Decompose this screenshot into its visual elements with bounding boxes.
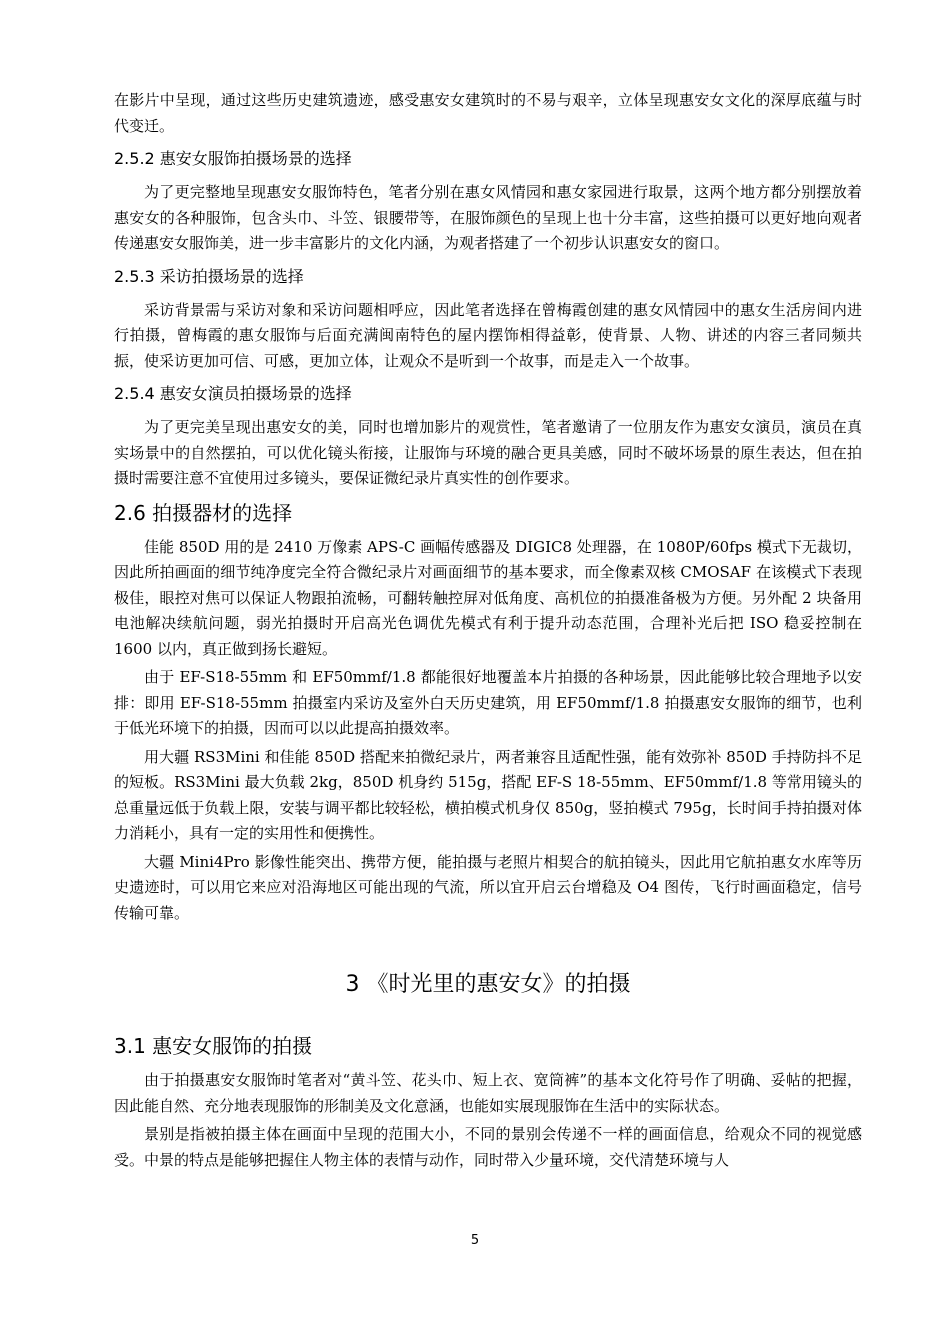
paragraph: 在影片中呈现，通过这些历史建筑遗迹，感受惠安女建筑时的不易与艰辛，立体呈现惠安女文化的深厚底蕴与时代变迁。	[114, 91, 862, 135]
paragraph: 景别是指被拍摄主体在画面中呈现的范围大小，不同的景别会传递不一样的画面信息，给观众不同的视觉感受。中景的特点是能够把握住人物主体的表情与动作，同时带入少量环境，交代清楚环境与人	[114, 1125, 862, 1169]
section-heading-2-5-3: 2.5.3 采访拍摄场景的选择	[114, 266, 304, 286]
section-heading-2-5-4: 2.5.4 惠安女演员拍摄场景的选择	[114, 384, 352, 403]
paragraph: 采访背景需与采访对象和采访问题相呼应，因此笔者选择在曾梅霞创建的惠女风情园中的惠女生活房间内进行拍摄，曾梅霞的惠女服饰与后面充满闽南特色的屋内摆饰相得益彰，使背景、人物、讲述的内容三者同频共振，使采访更加可信、可感，更加立体，让观众不是听到一个故事，而是走入一个故事。	[114, 300, 862, 370]
page-number: 5	[470, 1233, 480, 1248]
section-heading-2-6: 2.6 拍摄器材的选择	[114, 500, 293, 525]
section-heading-2-5-2: 2.5.2 惠安女服饰拍摄场景的选择	[114, 149, 352, 168]
paragraph: 为了更完美呈现出惠安女的美，同时也增加影片的观赏性，笔者邀请了一位朋友作为惠安女演员，演员在真实场景中的自然摆拍，可以优化镜头衔接，让服饰与环境的融合更具美感，同时不破坏场景的原生表达，但在拍摄时需要注意不宜使用过多镜头，要保证微纪录片真实性的创作要求。	[114, 418, 862, 487]
page-content	[114, 88, 862, 1176]
paragraph: 佳能 850D 用的是 2410 万像素 APS-C 画幅传感器及 DIGIC8 处理器，在 1080P/60fps 模式下无裁切，因此所拍画面的细节纯净度完全符合微纪录片对画面细节的基本要求，而全像素双核 CMOSAF 在该模式下表现极佳，眼控对焦可以保证人物跟拍流畅，可翻转触控屏对低角度、高机位的拍摄准备极为方便。另外配 2 块备用电池解决续航问题，弱光拍摄时开启高光色调优先模式有利于提升动态范围，合理补光后把 ISO 稳妥控制在 1600 以内，真正做到扬长避短。	[114, 537, 862, 658]
paragraph: 用大疆 RS3Mini 和佳能 850D 搭配来拍微纪录片，两者兼容且适配性强，能有效弥补 850D 手持防抖不足的短板。RS3Mini 最大负载 2kg，850D 机身约 515g，搭配 EF-S 18-55mm、EF50mmf/1.8 等常用镜头的总重量远低于负载上限，安装与调平都比较轻松，横拍模式机身仅 850g，竖拍模式 795g，长时间手持拍摄对体力消耗小，具有一定的实用性和便携性。	[114, 747, 862, 842]
section-heading-3-1: 3.1 惠安女服饰的拍摄	[114, 1034, 313, 1058]
paragraph: 由于拍摄惠安女服饰时笔者对“黄斗笠、花头巾、短上衣、宽筒裤”的基本文化符号作了明确、妥帖的把握，因此能自然、充分地表现服饰的形制美及文化意涵，也能如实展现服饰在生活中的实际状态。	[114, 1071, 862, 1115]
paragraph: 由于 EF-S18-55mm 和 EF50mmf/1.8 都能很好地覆盖本片拍摄的各种场景，因此能够比较合理地予以安排：即用 EF-S18-55mm 拍摄室内采访及室外白天历史建筑，用 EF50mmf/1.8 拍摄惠安女服饰的细节，也利于低光环境下的拍摄，因而可以以此提高拍摄效率。	[114, 668, 862, 737]
paragraph: 为了更完整地呈现惠安女服饰特色，笔者分别在惠女风情园和惠女家园进行取景，这两个地方都分别摆放着惠安女的各种服饰，包含头巾、斗笠、银腰带等，在服饰颜色的呈现上也十分丰富，这些拍摄可以更好地向观者传递惠安女服饰美，进一步丰富影片的文化内涵，为观者搭建了一个初步认识惠安女的窗口。	[114, 183, 862, 252]
paragraph: 大疆 Mini4Pro 影像性能突出、携带方便，能拍摄与老照片相契合的航拍镜头，因此用它航拍惠女水库等历史遗迹时，可以用它来应对沿海地区可能出现的气流，所以宜开启云台增稳及 O4 图传，飞行时画面稳定，信号传输可靠。	[114, 852, 862, 922]
chapter-heading-3: 3 《时光里的惠安女》的拍摄	[345, 972, 631, 997]
